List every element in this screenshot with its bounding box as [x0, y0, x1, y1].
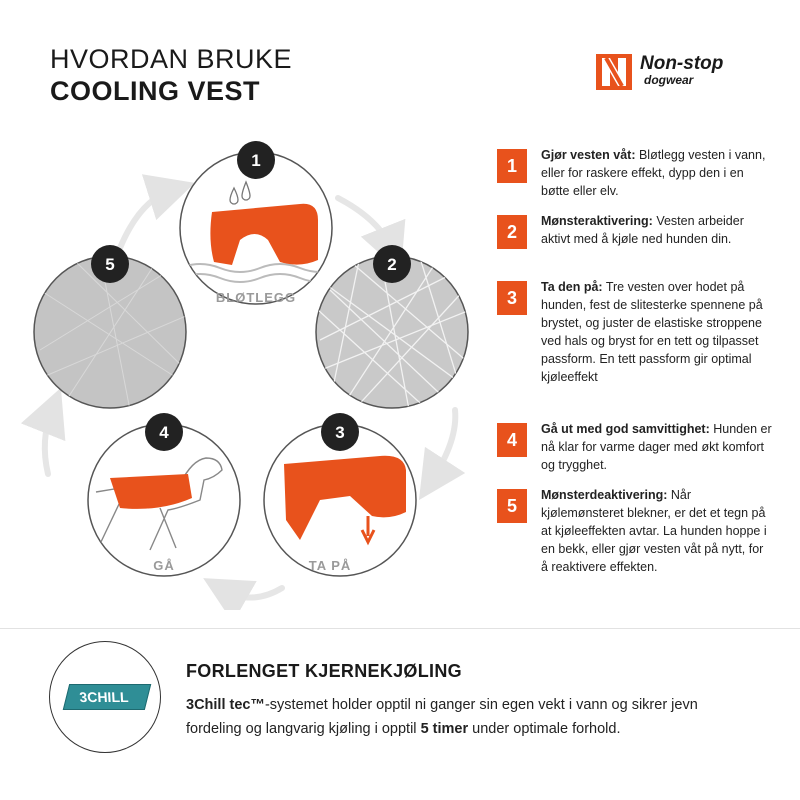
step-title-5: Mønsterdeaktivering: — [541, 488, 668, 502]
cycle-step-5 — [34, 245, 186, 410]
badge-number-2: 2 — [387, 255, 397, 274]
step-text-5: Når kjølemønsteret blekner, er det et tegn på at kjøleeffekten avtar. La hunden hoppe i en bekk, eller gjør vesten våt på nytt, for å reaktivere effekten. — [541, 488, 767, 574]
step-number-4: 4 — [497, 423, 527, 457]
chill-logo-text: 3CHILL — [77, 689, 131, 705]
extended-cooling-body — [186, 693, 746, 741]
arrow-4-5 — [45, 410, 52, 474]
step-text-1: Bløtlegg vesten i vann, eller for raskere effekt, dypp den i en bøtte eller elv. — [541, 148, 766, 198]
extended-text-1: -systemet holder opptil ni ganger sin egen vekt i vann og sikrer jevn fordeling og langvarig kjøling i opptil — [186, 697, 698, 737]
extended-text-2: under optimale forhold. — [468, 721, 621, 737]
cycle-step-1 — [180, 141, 340, 305]
nonstop-logo-icon — [596, 52, 636, 92]
step-title-4: Gå ut med god samvittighet: — [541, 422, 710, 436]
badge-number-4: 4 — [159, 423, 169, 442]
step-title-3: Ta den på: — [541, 280, 603, 294]
brand-sub: dogwear — [644, 73, 694, 87]
step-number-2: 2 — [497, 215, 527, 249]
step-text-4: Hunden er nå klar for varme dager med økt komfort og trygghet. — [541, 422, 772, 472]
step-text-2: Vesten arbeider aktivt med å kjøle ned hunden din. — [541, 214, 744, 246]
circle-label-1: BLØTLEGG — [215, 290, 297, 305]
brand-logo — [596, 52, 756, 92]
circle-label-4: GÅ — [153, 558, 175, 573]
arrow-2-3 — [432, 410, 455, 480]
section-divider — [0, 628, 800, 629]
step-number-1: 1 — [497, 149, 527, 183]
cycle-step-3 — [264, 413, 416, 576]
3chill-tec-logo — [49, 641, 161, 753]
chill-logo-sup: TEC — [95, 716, 112, 725]
step-number-3: 3 — [497, 281, 527, 315]
badge-number-5: 5 — [105, 255, 115, 274]
arrow-3-4 — [224, 588, 282, 598]
title-line-2: COOLING VEST — [50, 76, 261, 106]
usage-cycle-diagram — [0, 140, 490, 610]
circle-label-3: TA PÅ — [308, 558, 352, 573]
step-number-5: 5 — [497, 489, 527, 523]
cycle-step-4 — [88, 413, 240, 576]
badge-number-1: 1 — [251, 151, 261, 170]
title-line-1: HVORDAN BRUKE — [50, 44, 293, 74]
arrow-5-1 — [120, 190, 172, 248]
brand-name: Non-stop — [640, 53, 724, 74]
extended-brand: 3Chill tec™ — [186, 697, 265, 713]
extended-duration: 5 timer — [420, 721, 469, 737]
step-title-2: Mønsteraktivering: — [541, 214, 653, 228]
cycle-step-2 — [316, 245, 470, 415]
step-title-1: Gjør vesten våt: — [541, 148, 636, 162]
extended-cooling-title: FORLENGET KJERNEKJØLING — [186, 661, 462, 681]
page-title — [50, 46, 292, 105]
arrow-1-2 — [338, 198, 392, 250]
badge-number-3: 3 — [335, 423, 345, 442]
step-text-3: Tre vesten over hodet på hunden, fest de slitesterke spennene på brystet, og juster de elastiske stroppene ved hals og bryst for en tett og tilpasset passform. En tett passform gir optimal kjøleeffekt — [541, 280, 763, 384]
